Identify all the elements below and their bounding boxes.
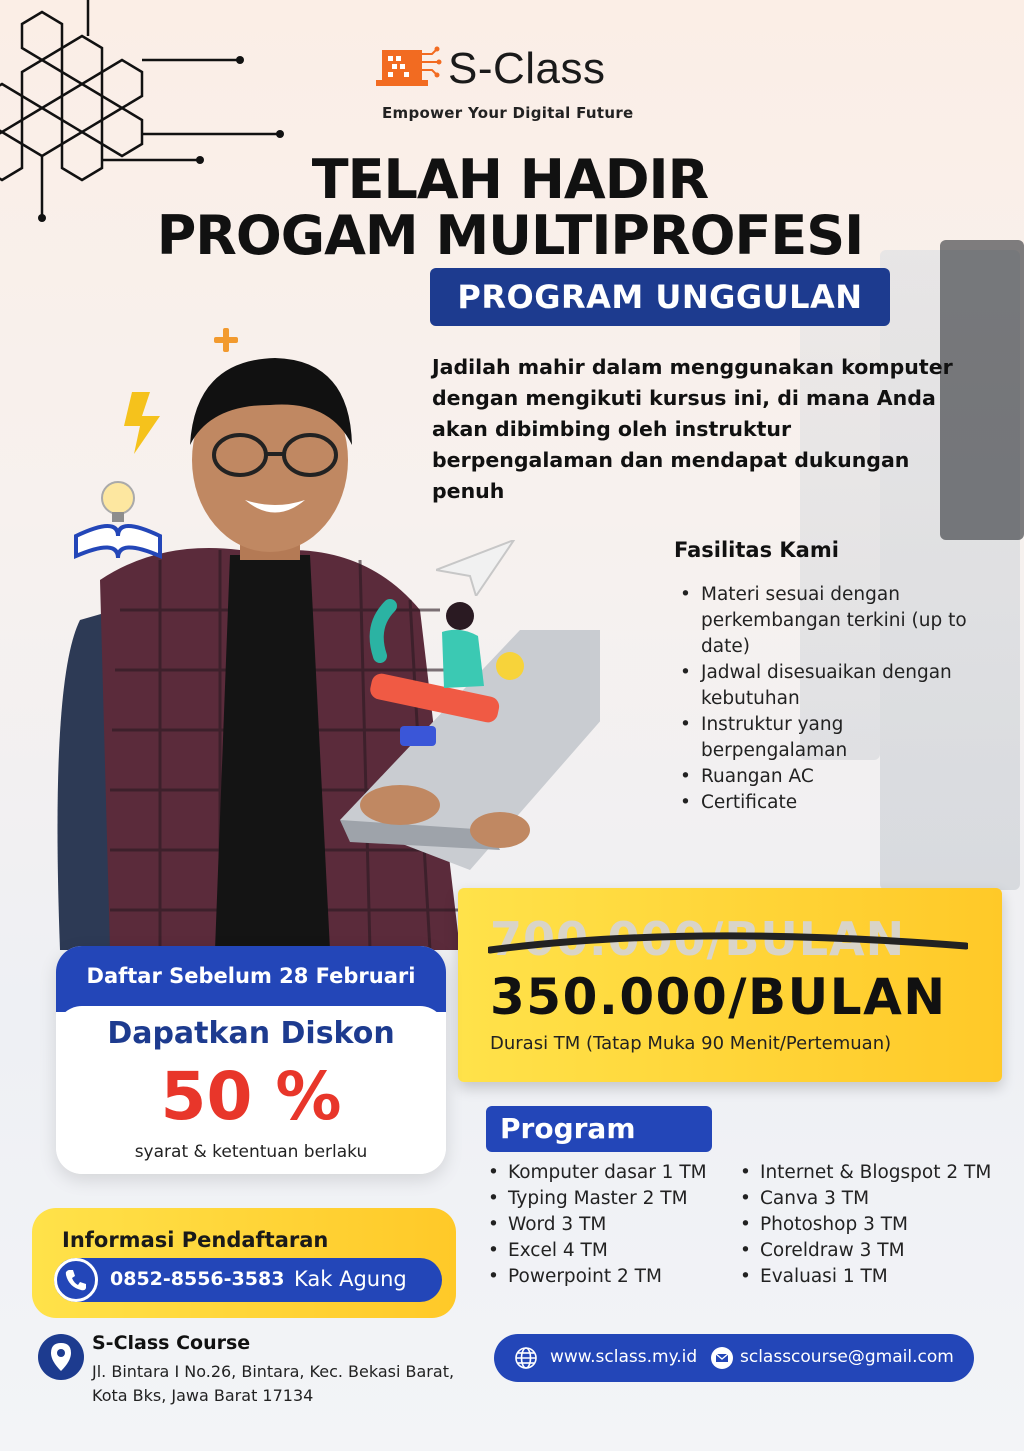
- discount-percent: 50 %: [160, 1058, 342, 1135]
- paper-plane-icon: [436, 540, 516, 596]
- program-item: • Excel 4 TM: [488, 1238, 738, 1264]
- program-title: Program: [486, 1106, 712, 1152]
- program-item: • Coreldraw 3 TM: [740, 1238, 1020, 1264]
- program-item: • Typing Master 2 TM: [488, 1186, 738, 1212]
- new-price: 350.000/BULAN: [490, 968, 947, 1026]
- price-box: [458, 888, 1002, 1082]
- headline-line-2: PROGAM MULTIPROFESI: [156, 204, 864, 267]
- plus-sparkle-icon: [212, 326, 240, 354]
- lightning-bolt-icon: [124, 392, 166, 454]
- intro-paragraph: Jadilah mahir dalam menggunakan komputer dengan mengikuti kursus ini, di mana Anda akan dibimbing oleh instruktur berpengalaman dan mendapat dukungan penuh: [432, 355, 953, 503]
- brand-tagline: Empower Your Digital Future: [382, 104, 634, 122]
- registration-info-box: [32, 1208, 456, 1318]
- fasilitas-item: • Certificate: [680, 790, 990, 816]
- phone-number: 0852-8556-3583: [110, 1268, 285, 1290]
- open-book-bulb-icon: [70, 476, 166, 566]
- program-list-right: [740, 1160, 1020, 1290]
- program-item: • Powerpoint 2 TM: [488, 1264, 738, 1290]
- program-item: • Canva 3 TM: [740, 1186, 1020, 1212]
- phone-icon: [54, 1258, 98, 1302]
- brand-name: S-Class: [448, 44, 606, 93]
- laptop-logo-icon: [376, 42, 442, 94]
- phone-contact[interactable]: [54, 1258, 442, 1302]
- fasilitas-list: [680, 582, 990, 816]
- program-item: • Evaluasi 1 TM: [740, 1264, 1020, 1290]
- fasilitas-item: • Materi sesuai dengan perkembangan terkini (up to date): [680, 582, 990, 660]
- registration-title: Informasi Pendaftaran: [62, 1228, 329, 1252]
- globe-icon: [514, 1346, 538, 1370]
- girl-on-pencil-illustration: [360, 596, 530, 756]
- program-item: • Photoshop 3 TM: [740, 1212, 1020, 1238]
- discount-card: [56, 946, 446, 1174]
- program-item: • Internet & Blogspot 2 TM: [740, 1160, 1020, 1186]
- program-unggulan-badge: PROGRAM UNGGULAN: [430, 268, 890, 326]
- discount-title: Dapatkan Diskon: [107, 1016, 395, 1051]
- email-icon: [710, 1346, 734, 1370]
- strikethrough-mark: [488, 928, 968, 958]
- fasilitas-item: • Jadwal disesuaikan dengan kebutuhan: [680, 660, 990, 712]
- program-item: • Komputer dasar 1 TM: [488, 1160, 738, 1186]
- discount-deadline: Daftar Sebelum 28 Februari: [86, 964, 416, 988]
- email-link[interactable]: sclasscourse@gmail.com: [740, 1347, 954, 1367]
- discount-terms: syarat & ketentuan berlaku: [134, 1142, 368, 1162]
- fasilitas-title: Fasilitas Kami: [674, 538, 839, 562]
- address-title: S-Class Course: [92, 1332, 251, 1354]
- old-price: 700.000/BULAN: [490, 912, 906, 966]
- address-line-1: Jl. Bintara I No.26, Bintara, Kec. Bekasi Barat,: [92, 1362, 455, 1381]
- location-pin-icon: [38, 1334, 84, 1380]
- program-list-left: [488, 1160, 738, 1290]
- headline-line-1: TELAH HADIR: [311, 148, 709, 211]
- brand-logo: [372, 36, 642, 132]
- address-line-2: Kota Bks, Jawa Barat 17134: [92, 1386, 314, 1405]
- program-item: • Word 3 TM: [488, 1212, 738, 1238]
- contact-name: Kak Agung: [294, 1267, 407, 1291]
- discount-body: [56, 1006, 446, 1174]
- contact-pill: [494, 1334, 974, 1382]
- fasilitas-item: • Ruangan AC: [680, 764, 990, 790]
- website-link[interactable]: www.sclass.my.id: [550, 1347, 698, 1367]
- duration-note: Durasi TM (Tatap Muka 90 Menit/Pertemuan): [490, 1033, 892, 1054]
- fasilitas-item: • Instruktur yang berpengalaman: [680, 712, 990, 764]
